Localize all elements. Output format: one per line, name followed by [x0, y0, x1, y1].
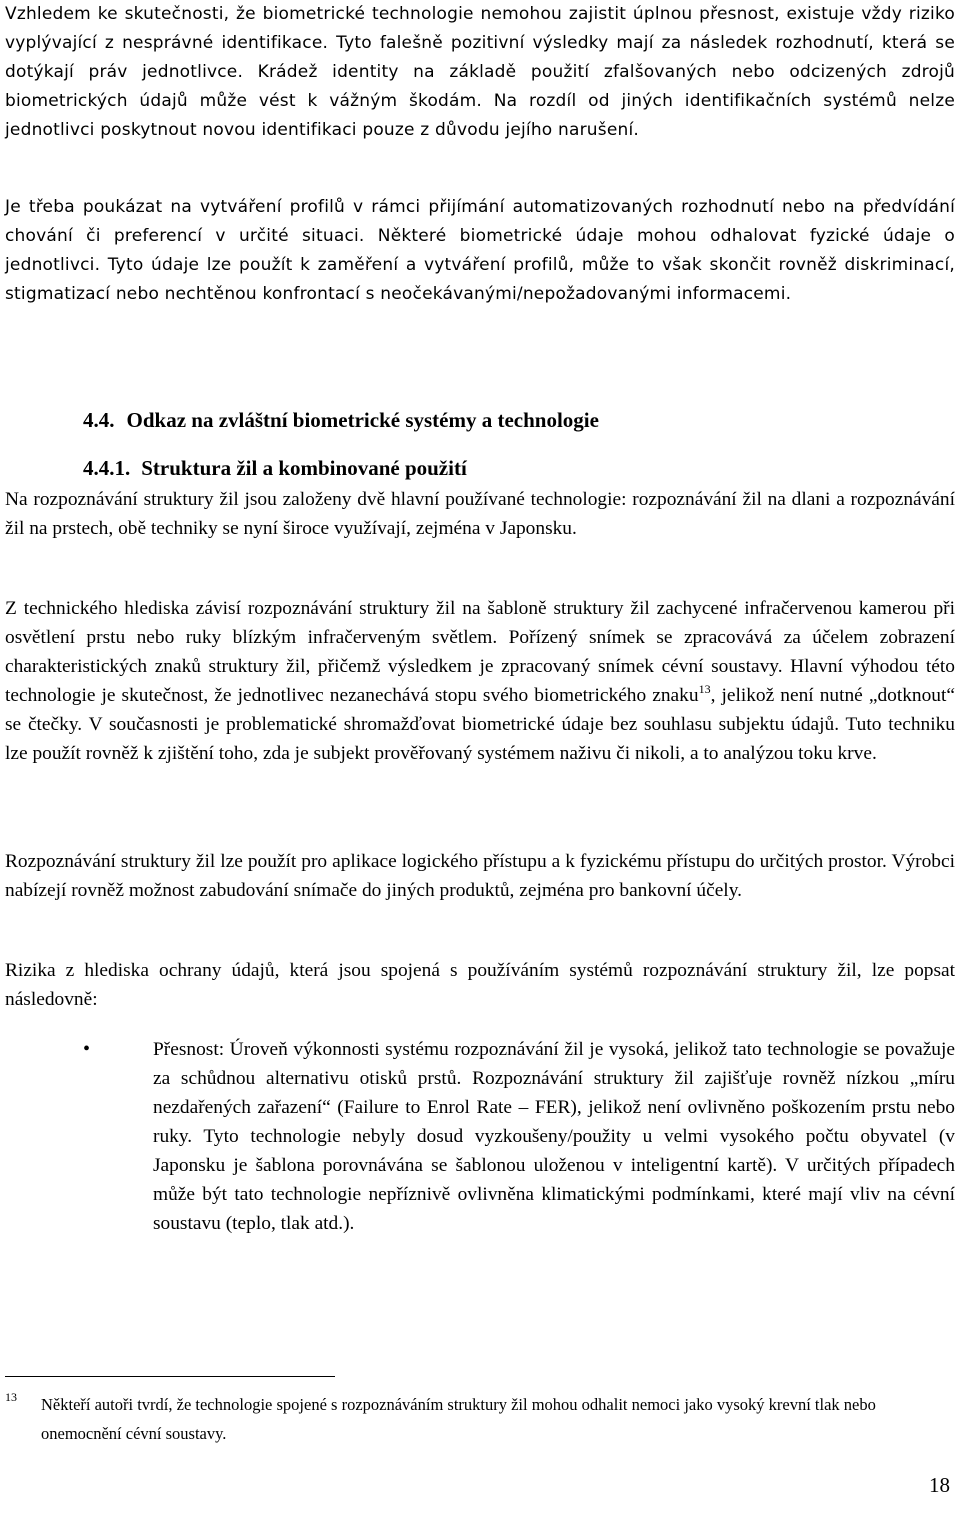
subsection-number: 4.4.1. — [83, 456, 131, 480]
page-number: 18 — [929, 1473, 950, 1497]
footnote-text: Někteří autoři tvrdí, že technologie spojené s rozpoznáváním struktury žil mohou odhalit nemoci jako vysoký krevní tlak nebo onemocnění cévní soustavy. — [41, 1395, 876, 1443]
footnote-divider — [5, 1376, 335, 1377]
list-item — [5, 1035, 955, 1238]
footnote-reference: 13 — [698, 682, 711, 696]
section-number: 4.4. — [83, 408, 115, 432]
paragraph-profiling: Je třeba poukázat na vytváření profilů v rámci přijímání automatizovaných rozhodnutí nebo na předvídání chování či preferencí v určité situaci. Některé biometrické údaje mohou odhalovat fyzické údaje o jednotlivci. Tyto údaje lze použít k zaměření a vytváření profilů, může to však skončit rovněž diskriminací, stigmatizací nebo nechtěnou konfrontací s neočekávanými/nepožadovanými informacemi. — [5, 197, 955, 304]
paragraph-technical-aspect-text-1: Z technického hlediska závisí rozpoznávání struktury žil na šabloně struktury žil zachycené infračervenou kamerou při osvětlení prstu nebo ruky blízkým infračerveným světlem. Pořízený snímek se zpracovává za účelem zobrazení charakteristických znaků struktury žil, přičemž výsledkem je zpracovaný snímek cévní soustavy. Hlavní výhodou této technologie je skutečnost, že jednotlivec nezanechává stopu svého biometrického znaku — [5, 598, 955, 706]
subsection-title: Struktura žil a kombinované použití — [141, 456, 467, 480]
section-heading — [83, 408, 599, 433]
bullet-icon: • — [83, 1038, 91, 1060]
paragraph-access-applications: Rozpoznávání struktury žil lze použít pro aplikace logického přístupu a k fyzickému přístupu do určitých prostor. Výrobci nabízejí rovněž možnost zabudování snímače do jiných produktů, zejména pro bankovní účely. — [5, 851, 955, 901]
paragraph-technical-aspect — [5, 594, 955, 768]
paragraph-risks-intro: Rizika z hlediska ochrany údajů, která jsou spojená s používáním systémů rozpoznávání struktury žil, lze popsat následovně: — [5, 960, 955, 1010]
paragraph-technical-aspect-text-2: , jelikož není nutné „dotknout“ se čtečky. V současnosti je problematické shromažďovat biometrické údaje bez souhlasu subjektu údajů. Tuto techniku lze použít rovněž k zjištění toho, zda je subjekt prověřovaný systémem naživu či nikoli, a to analýzou toku krve. — [5, 685, 955, 764]
paragraph-identification-risk: Vzhledem ke skutečnosti, že biometrické technologie nemohou zajistit úplnou přesnost, existuje vždy riziko vyplývající z nesprávné identifikace. Tyto falešně pozitivní výsledky mají za následek rozhodnutí, která se dotýkají práv jednotlivce. Krádež identity na základě použití zfalšovaných nebo odcizených zdrojů biometrických údajů může vést k vážným škodám. Na rozdíl od jiných identifikačních systémů nelze jednotlivci poskytnout novou identifikaci pouze z důvodu jejího narušení. — [5, 4, 955, 140]
footnote-number: 13 — [5, 1390, 17, 1404]
document-page — [5, 0, 955, 1513]
paragraph-vein-technologies: Na rozpoznávání struktury žil jsou založeny dvě hlavní používané technologie: rozpoznávání žil na dlani a rozpoznávání žil na prstech, obě techniky se nyní široce využívají, zejména v Japonsku. — [5, 489, 955, 539]
bullet-text: Přesnost: Úroveň výkonnosti systému rozpoznávání žil je vysoká, jelikož tato technologie se považuje za schůdnou alternativu otisků prstů. Rozpoznávání struktury žil zajišťuje rovněž nízkou „míru nezdařených zařazení“ (Failure to Enrol Rate – FER), jelikož není ovlivněno poškozením prstu nebo ruky. Tyto technologie nebyly dosud vyzkoušeny/použity u velmi vysokého počtu obyvatel (v Japonsku je šablona porovnávána se šablonou uloženou v inteligentní kartě). V určitých případech může být tato technologie nepříznivě ovlivněna klimatickými podmínkami, které mají vliv na cévní soustavu (teplo, tlak atd.). — [153, 1039, 955, 1234]
section-title: Odkaz na zvláštní biometrické systémy a technologie — [126, 408, 599, 432]
subsection-heading — [83, 456, 467, 481]
risk-bullet-list — [5, 1035, 955, 1238]
